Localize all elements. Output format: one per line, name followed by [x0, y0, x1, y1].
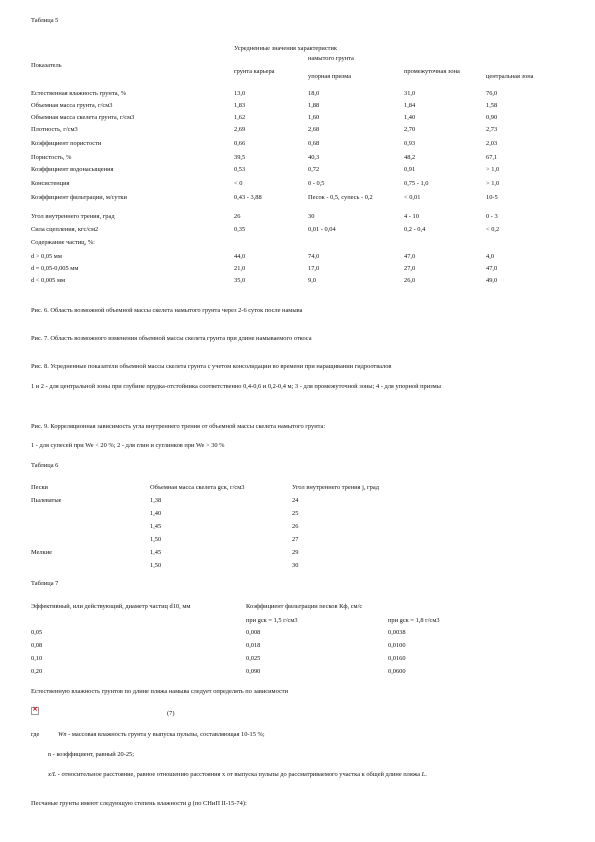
table-7-diameter: 0,05: [31, 629, 43, 636]
table-5-cell: 31,0: [404, 90, 416, 97]
table-6-sand-type: Мелкие: [31, 549, 52, 556]
table-5-cell: 17,0: [308, 265, 320, 272]
table-5-group-header-2: намытого грунта: [308, 55, 354, 62]
table-5-cell: 47,0: [486, 265, 498, 272]
final-pre: Песчаные грунты имеют следующую степень влажности: [31, 800, 188, 807]
table-5-cell: 0,93: [404, 140, 416, 147]
table-6-angle: 29: [292, 549, 299, 556]
table-5-cell: 0,01 - 0,04: [308, 226, 336, 233]
table-5-cell: > 1,0: [486, 166, 500, 173]
figure-9-caption: Рис. 9. Корреляционная зависимость угла внутреннего трения от объемной массы скелета намытого грунта:: [31, 423, 326, 430]
w-description: - массовая влажность грунта у выпуска пульпы, составляющая 10-15 %;: [66, 731, 265, 738]
table-5-param-header: Показатель: [31, 62, 62, 69]
table-7-col-diameter: Эффективный, или действующий, диаметр частиц d10, мм: [31, 603, 191, 610]
table-6-mass: 1,45: [150, 549, 162, 556]
where-w-line: [58, 731, 265, 739]
table-5-cell: 2,03: [486, 140, 498, 147]
table-5-row-label: Угол внутреннего трения, град: [31, 213, 115, 220]
table-7-kf-1-5: 0,008: [246, 629, 261, 636]
table-5-row-label: d < 0,005 мм: [31, 277, 66, 284]
table-5-row-label: Коэффициент пористости: [31, 140, 102, 147]
table-5-row-label: Пористость, %: [31, 154, 72, 161]
figure-8-caption: Рис. 8. Усредненные показатели объемной массы скелета грунта с учетом консолидации во времени при наращивании гидроотвалов: [31, 363, 392, 370]
where-label: где: [31, 731, 40, 738]
table-5-cell: 26,0: [404, 277, 416, 284]
table-5-row-label: Консистенция: [31, 180, 70, 187]
table-5-cell: 1,60: [308, 114, 320, 121]
table-5-cell: < 0,2: [486, 226, 500, 233]
table-5-row-label: Объемная масса грунта, г/см3: [31, 102, 113, 109]
table-7-kf-1-8: 0,0160: [388, 655, 406, 662]
table-7-kf-1-5: 0,090: [246, 668, 261, 675]
where-n-line: n - коэффициент, равный 20-25;: [48, 751, 135, 758]
table-5-col-central: центральная зона: [486, 73, 534, 80]
table-6-angle: 27: [292, 536, 299, 543]
w-symbol: Wп: [58, 731, 67, 738]
final-g-symbol: g: [187, 800, 192, 807]
table-6-caption: Таблица 6: [31, 462, 59, 469]
table-7-diameter: 0,10: [31, 655, 43, 662]
table-6-angle: 26: [292, 523, 299, 530]
table-5-row-label: Коэффициент водонасыщения: [31, 166, 114, 173]
table-5-cell: 47,0: [404, 253, 416, 260]
table-5-cell: 13,0: [234, 90, 246, 97]
table-5-caption: Таблица 5: [31, 17, 59, 24]
table-5-row-label: d = 0,05-0,005 мм: [31, 265, 79, 272]
table-7-kf-1-5: 0,018: [246, 642, 261, 649]
table-5-cell: 30: [308, 213, 315, 220]
table-5-cell: 18,0: [308, 90, 320, 97]
table-5-cell: 21,0: [234, 265, 246, 272]
table-5-col-quarry: грунта карьера: [234, 68, 275, 75]
table-7-subcol-1-8: при gск = 1,8 г/см3: [388, 617, 440, 624]
table-5-cell: 49,0: [486, 277, 498, 284]
table-6-mass: 1,38: [150, 497, 162, 504]
table-6-sand-type: Пылеватые: [31, 497, 62, 504]
table-5-row-label: Коэффициент фильтрации, м/сутки: [31, 194, 127, 201]
table-5-cell: 0,90: [486, 114, 498, 121]
final-paragraph: [31, 800, 247, 808]
table-5-row-label: Плотность, г/см3: [31, 126, 78, 133]
table-5-row-label: Содержание частиц, %:: [31, 239, 95, 246]
table-5-cell: 44,0: [234, 253, 246, 260]
table-5-cell: 1,40: [404, 114, 416, 121]
table-5-cell: 0,72: [308, 166, 320, 173]
final-post: (по СНиП II-15-74):: [191, 800, 247, 807]
table-5-cell: 67,1: [486, 154, 498, 161]
table-7-col-filtration: Коэффициент фильтрации песков Кф, см/с: [246, 603, 363, 610]
figure-7-caption: Рис. 7. Область возможного изменения объемной массы скелета грунта при длине намываемого откоса: [31, 335, 312, 342]
broken-formula-image-icon: [31, 707, 39, 715]
table-6-mass: 1,50: [150, 536, 162, 543]
table-6-angle: 30: [292, 562, 299, 569]
table-5-cell: 76,0: [486, 90, 498, 97]
figure-9-note: 1 - для супесей при We < 20 %; 2 - для глин и суглинков при We > 30 %: [31, 442, 225, 449]
table-7-kf-1-8: 0,0038: [388, 629, 406, 636]
table-5-cell: 0,53: [234, 166, 246, 173]
table-5-cell: 39,5: [234, 154, 246, 161]
table-5-cell: 2,68: [308, 126, 320, 133]
table-5-cell: 9,0: [308, 277, 316, 284]
table-6-col-angle: Угол внутреннего трения j, град: [292, 484, 379, 491]
table-5-cell: 0,75 - 1,0: [404, 180, 429, 187]
table-5-cell: 2,73: [486, 126, 498, 133]
table-5-cell: 0,2 - 0,4: [404, 226, 426, 233]
table-6-angle: 24: [292, 497, 299, 504]
table-7-diameter: 0,20: [31, 668, 43, 675]
table-5-cell: < 0: [234, 180, 243, 187]
table-5-cell: 0,91: [404, 166, 416, 173]
table-7-subcol-1-5: при gск = 1,5 г/см3: [246, 617, 298, 624]
table-5-cell: Песок - 0,5, супесь - 0,2: [308, 194, 373, 201]
table-7-kf-1-5: 0,025: [246, 655, 261, 662]
table-6-col-sand: Пески: [31, 484, 48, 491]
table-5-cell: 48,2: [404, 154, 416, 161]
table-5-cell: 2,69: [234, 126, 246, 133]
table-6-mass: 1,50: [150, 562, 162, 569]
table-5-group-header: Усредненные значения характеристик: [234, 45, 337, 52]
table-5-cell: 40,3: [308, 154, 320, 161]
formula-number: (7): [167, 710, 175, 717]
table-6-mass: 1,40: [150, 510, 162, 517]
table-6-col-mass: Объемная масса скелета gск, г/см3: [150, 484, 245, 491]
x-description: - относительное расстояние, равное отношению расстояния x от выпуска пульпы до рассматриваемого участка к общей длине пляжа: [56, 771, 422, 778]
table-5-cell: 26: [234, 213, 241, 220]
table-5-cell: 0 - 0,5: [308, 180, 325, 187]
x-symbol: x/L: [48, 771, 57, 778]
table-5-row-label: d > 0,05 мм: [31, 253, 62, 260]
table-5-cell: 4,0: [486, 253, 494, 260]
table-5-row-label: Естественная влажность грунта, %: [31, 90, 127, 97]
table-5-cell: 10-5: [486, 194, 498, 201]
table-5-cell: 35,0: [234, 277, 246, 284]
table-5-cell: 0 - 3: [486, 213, 498, 220]
x-end: .: [425, 771, 427, 778]
table-5-cell: 0,66: [234, 140, 246, 147]
table-5-cell: 0,43 - 3,88: [234, 194, 262, 201]
table-5-cell: 1,62: [234, 114, 246, 121]
table-6-angle: 25: [292, 510, 299, 517]
table-5-col-intermediate: промежуточная зона: [404, 68, 460, 75]
table-5-cell: 4 - 10: [404, 213, 419, 220]
table-5-cell: 74,0: [308, 253, 320, 260]
table-7-kf-1-8: 0,0600: [388, 668, 406, 675]
table-7-caption: Таблица 7: [31, 580, 59, 587]
figure-8-note: 1 и 2 - для центральной зоны при глубине прудка-отстойника соответственно 0,4-0,6 и 0,2-0,4 м; 3 - для промежуточной зоны; 4 - для упорной призмы: [31, 383, 441, 390]
table-5-cell: 1,83: [234, 102, 246, 109]
table-5-cell: 0,68: [308, 140, 320, 147]
table-5-cell: 2,70: [404, 126, 416, 133]
table-5-cell: < 0,01: [404, 194, 421, 201]
x-length-symbol: L: [421, 771, 426, 778]
table-5-col-prism: упорная призма: [308, 73, 352, 80]
table-5-row-label: Сила сцепления, кгс/см2: [31, 226, 99, 233]
where-x-line: [31, 771, 561, 779]
table-5-cell: 1,58: [486, 102, 498, 109]
table-7-kf-1-8: 0,0100: [388, 642, 406, 649]
table-5-cell: > 1,0: [486, 180, 500, 187]
table-6-mass: 1,45: [150, 523, 162, 530]
figure-6-caption: Рис. 6. Область возможной объемной массы скелета намытого грунта через 2-6 суток после намыва: [31, 307, 303, 314]
table-5-row-label: Объемная масса скелета грунта, г/см3: [31, 114, 135, 121]
formula-intro: Естественную влажность грунтов по длине пляжа намыва следует определять по зависимости: [31, 688, 288, 695]
table-5-cell: 27,0: [404, 265, 416, 272]
table-5-cell: 1,88: [308, 102, 320, 109]
table-7-diameter: 0,08: [31, 642, 43, 649]
table-5-cell: 1,84: [404, 102, 416, 109]
table-5-cell: 0,35: [234, 226, 246, 233]
